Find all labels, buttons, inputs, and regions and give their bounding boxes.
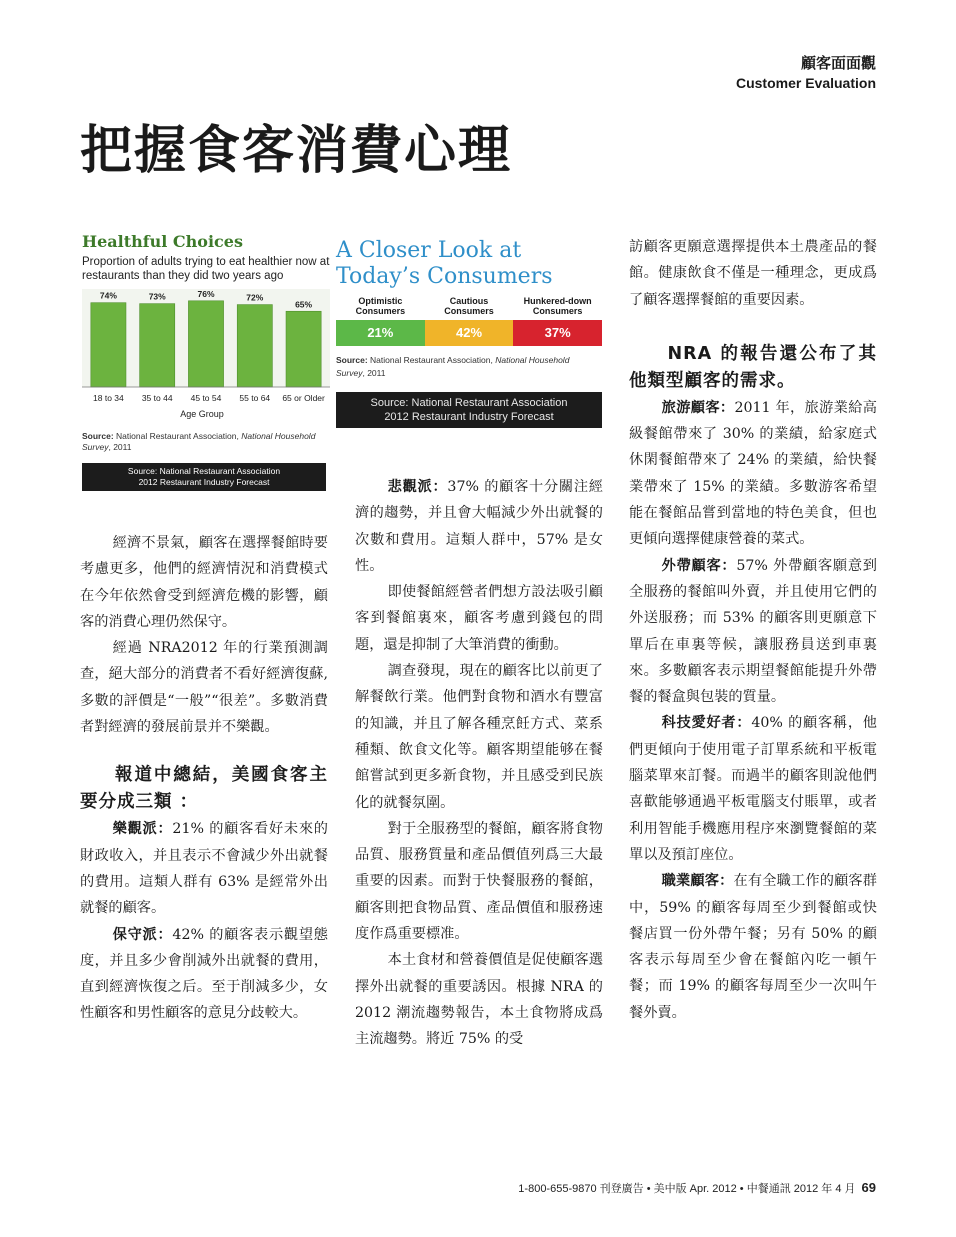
bar-chart-svg xyxy=(82,289,330,429)
x-tick-label-1: 35 to 44 xyxy=(141,393,173,403)
chart-source: Source: National Restaurant Association, National Household Survey, 2011 xyxy=(82,431,316,452)
paragraph-professional: 職業顧客：在有全職工作的顧客群中，59% 的顧客每周至少到餐館或快餐店買一份外帶午餐；另有 50% 的顧客表示每周至少會在餐館內吃一頓午餐；而 19% 的顧客每周至少一次叫午餐外賣。 xyxy=(629,873,877,1021)
paragraph-optimistic: 樂觀派：21% 的顧客看好未來的財政收入，并且表示不會減少外出就餐的費用。這類人群有 63% 是經常外出就餐的顧客。 xyxy=(80,821,328,917)
x-axis-label: Age Group xyxy=(180,409,224,419)
bar-value-label-2: 76% xyxy=(197,289,215,299)
bar-value-label-0: 74% xyxy=(99,290,117,301)
body-column-1 xyxy=(80,530,328,1027)
paragraph-takeout: 外帶顧客：57% 外帶顧客願意到全服務的餐館叫外賣，并且使用它們的外送服務；而 53% 的顧客則更願意下單后在車裏等候，讓服務員送到車裏來。多數顧客表示期望餐館能提升外帶餐的餐盒與包裝的質量。 xyxy=(629,557,877,706)
paragraph-tech: 科技愛好者：40% 的顧客稱，他們更傾向于使用電子訂單系統和平板電腦菜單來訂餐。而過半的顧客則說他們喜歡能够通過平板電腦支付賬單，或者利用智能手機應用程序來瀏覽餐館的菜單以及預訂座位。 xyxy=(629,715,877,863)
section-header xyxy=(736,52,876,91)
pct-hunkered-down: 37% xyxy=(513,320,602,346)
bar-value-label-3: 72% xyxy=(246,292,264,303)
healthful-choices-chart xyxy=(82,232,330,491)
paragraph-pessimistic: 悲觀派：37% 的顧客十分關注經濟的趨勢，并且會大幅減少外出就餐的次數和費用。這類人群中，57% 是女性。 xyxy=(355,479,603,574)
category-cautious: Cautious Consumers xyxy=(444,296,494,316)
closer-look-title: A Closer Look at Today’s Consumers xyxy=(336,238,553,289)
footer-text: 1-800-655-9870 刊登廣告 • 美中版 Apr. 2012 • 中餐通訊 2012 年 4 月 xyxy=(518,1183,856,1195)
chart-source-banner: Source: National Restaurant Association 2012 Restaurant Industry Forecast xyxy=(82,463,326,491)
section-title-zh: 顧客面面觀 xyxy=(800,54,876,72)
bar-1 xyxy=(140,304,175,387)
subheading-other-types: NRA 的報告還公布了其他類型顧客的需求。 xyxy=(629,343,877,391)
paragraph-cautious: 保守派：42% 的顧客表示觀望態度，并且多少會削減外出就餐的費用，直到經濟恢復之后。至于削減多少，女性顧客和男性顧客的意見分歧較大。 xyxy=(80,926,328,1022)
x-tick-label-0: 18 to 34 xyxy=(93,393,124,403)
closer-look-source-banner: Source: National Restaurant Association 2012 Restaurant Industry Forecast xyxy=(336,392,602,428)
page-number: 69 xyxy=(861,1180,876,1195)
x-tick-label-4: 65 or Older xyxy=(282,393,325,403)
body-column-3 xyxy=(629,234,877,1026)
bar-3 xyxy=(237,305,272,387)
bar-4 xyxy=(286,311,321,387)
pct-cautious: 42% xyxy=(425,320,514,346)
chart-title: Healthful Choices xyxy=(82,232,243,251)
article-title: 把握食客消費心理 xyxy=(80,120,513,181)
bar-2 xyxy=(188,301,223,387)
consumer-percent-strip xyxy=(336,320,602,346)
x-tick-label-2: 45 to 54 xyxy=(190,393,222,403)
consumer-categories xyxy=(336,296,602,316)
subheading-three-types: 報道中總結，美國食客主要分成三類 ： xyxy=(80,765,328,813)
x-tick-label-3: 55 to 64 xyxy=(239,393,271,403)
paragraph: 訪顧客更願意選擇提供本土農產品的餐館。健康飲食不僅是一種理念，更成爲了顧客選擇餐館的重要因素。 xyxy=(629,239,877,308)
paragraph: 本土食材和營養價值是促使顧客選擇外出就餐的重要誘因。根據 NRA 的 2012 潮流趨勢報告，本土食物將成爲主流趨勢。將近 75% 的受 xyxy=(355,952,603,1048)
closer-look-source: Source: National Restaurant Association, National Household Survey, 2011 xyxy=(336,355,570,378)
category-optimistic: Optimistic Consumers xyxy=(355,296,406,316)
page-footer xyxy=(518,1180,876,1196)
paragraph: 對于全服務型的餐館，顧客將食物品質、服務質量和產品價值列爲三大最重要的因素。而對于快餐服務的餐館，顧客則把食物品質、產品價值和服務速度作爲重要標准。 xyxy=(355,820,603,943)
pct-optimistic: 21% xyxy=(336,320,425,346)
chart-subtitle: Proportion of adults trying to eat healthier now at restaurants than they did two years ago xyxy=(82,256,330,282)
paragraph: 即使餐館經營者們想方設法吸引顧客到餐館裏來，顧客考慮到錢包的問題，還是抑制了大筆消費的衝動。 xyxy=(355,584,603,653)
category-hunkered-down: Hunkered-down Consumers xyxy=(523,296,592,316)
section-title-en: Customer Evaluation xyxy=(735,75,876,91)
paragraph: 經濟不景氣，顧客在選擇餐館時要考慮更多，他們的經濟情況和消費模式在今年依然會受到經濟危機的影響，顧客的消費心理仍然保守。 xyxy=(80,535,328,630)
paragraph: 調查發現，現在的顧客比以前更了解餐飲行業。他們對食物和酒水有豐富的知識，并且了解各種烹飪方式、菜系種類、飲食文化等。顧客期望能够在餐館嘗試到更多新食物，并且感受到民族化的就餐氛圍。 xyxy=(355,663,603,811)
body-column-2 xyxy=(355,474,603,1053)
closer-look-graphic xyxy=(336,238,602,428)
bar-value-label-1: 73% xyxy=(148,291,166,302)
bar-0 xyxy=(91,303,126,387)
bar-value-label-4: 65% xyxy=(295,299,313,310)
paragraph-travel: 旅游顧客：2011 年，旅游業給高級餐館帶來了 30% 的業績，給家庭式休閑餐館帶來了 24% 的業績，給快餐業帶來了 15% 的業績。多數游客希望能在餐館品嘗到當地的特色美食，但也更傾向選擇健康營養的菜式。 xyxy=(629,399,877,548)
paragraph: 經過 NRA2012 年的行業預測調查，絕大部分的消費者不看好經濟復蘇,多數的評價是“一般”“很差”。多數消費者對經濟的發展前景并不樂觀。 xyxy=(80,640,328,736)
